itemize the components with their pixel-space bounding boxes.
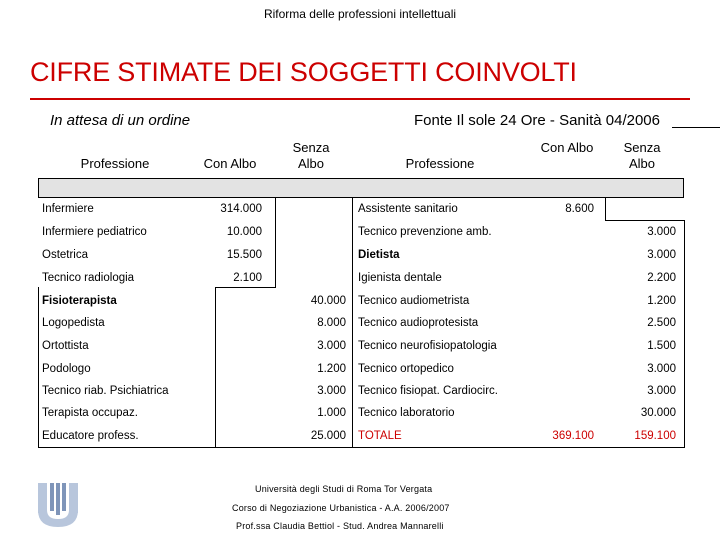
grid-line xyxy=(215,287,216,448)
grid-line xyxy=(684,220,685,448)
cell-professione-left: Podologo xyxy=(42,363,91,375)
cell-senza-albo-right: 2.200 xyxy=(647,272,676,284)
header-senza-albo-left: Senza Albo xyxy=(292,140,330,171)
cell-con-albo-right: 8.600 xyxy=(565,203,594,215)
cell-senza-albo-left: 25.000 xyxy=(310,430,346,442)
cell-senza-albo-right: 159.100 xyxy=(634,430,676,442)
table-header-band xyxy=(38,179,684,197)
cell-professione-right: Tecnico laboratorio xyxy=(358,407,455,419)
cell-professione-left: Infermiere xyxy=(42,203,94,215)
header-con-albo-right: Con Albo xyxy=(540,140,594,155)
cell-con-albo-right: 369.100 xyxy=(552,430,594,442)
cell-professione-right: Dietista xyxy=(358,249,400,261)
grid-line xyxy=(683,178,684,198)
source-underline xyxy=(672,127,720,128)
grid-line xyxy=(605,197,606,220)
cell-senza-albo-right: 30.000 xyxy=(640,407,676,419)
header-professione-right: Professione xyxy=(405,156,475,171)
header-con-albo-left: Con Albo xyxy=(203,156,257,171)
cell-professione-right: Tecnico audiometrista xyxy=(358,295,470,307)
title-underline xyxy=(30,98,690,100)
footer-authors: Prof.ssa Claudia Bettiol - Stud. Andrea Mannarelli xyxy=(236,521,444,531)
subtitle-left: In attesa di un ordine xyxy=(50,112,191,129)
cell-professione-left: Educatore profess. xyxy=(42,430,139,442)
cell-professione-left: Fisioterapista xyxy=(42,295,117,307)
grid-line xyxy=(605,220,685,221)
cell-professione-left: Tecnico radiologia xyxy=(42,272,135,284)
cell-senza-albo-left: 40.000 xyxy=(310,295,346,307)
cell-professione-left: Infermiere pediatrico xyxy=(42,226,147,238)
grid-line xyxy=(38,447,685,448)
header-senza-albo-right: Senza Albo xyxy=(623,140,661,171)
grid-line xyxy=(38,178,684,179)
slide-header: Riforma delle professioni intellettuali xyxy=(263,7,457,21)
cell-professione-right: TOTALE xyxy=(358,430,402,442)
grid-line xyxy=(275,197,276,288)
grid-line xyxy=(38,178,39,198)
university-logo xyxy=(36,480,80,530)
cell-con-albo-left: 10.000 xyxy=(226,226,262,238)
cell-professione-right: Tecnico prevenzione amb. xyxy=(358,226,492,238)
cell-senza-albo-left: 8.000 xyxy=(317,317,346,329)
header-professione-left: Professione xyxy=(80,156,150,171)
cell-senza-albo-left: 3.000 xyxy=(317,340,346,352)
footer-university: Università degli Studi di Roma Tor Vergata xyxy=(255,484,433,494)
slide-title: CIFRE STIMATE DEI SOGGETTI COINVOLTI xyxy=(30,57,577,87)
cell-senza-albo-right: 1.500 xyxy=(647,340,676,352)
cell-con-albo-left: 15.500 xyxy=(226,249,262,261)
cell-con-albo-left: 2.100 xyxy=(233,272,262,284)
cell-senza-albo-right: 1.200 xyxy=(647,295,676,307)
grid-line xyxy=(215,287,276,288)
cell-senza-albo-right: 3.000 xyxy=(647,363,676,375)
cell-senza-albo-right: 3.000 xyxy=(647,385,676,397)
cell-professione-right: Tecnico ortopedico xyxy=(358,363,454,375)
grid-line xyxy=(38,287,39,448)
cell-professione-right: Tecnico neurofisiopatologia xyxy=(358,340,497,352)
cell-professione-right: Assistente sanitario xyxy=(358,203,458,215)
cell-senza-albo-right: 3.000 xyxy=(647,226,676,238)
cell-con-albo-left: 314.000 xyxy=(220,203,262,215)
cell-professione-left: Terapista occupaz. xyxy=(42,407,138,419)
source-note: Fonte Il sole 24 Ore - Sanità 04/2006 xyxy=(414,112,660,129)
cell-professione-right: Tecnico audioprotesista xyxy=(358,317,479,329)
cell-professione-right: Tecnico fisiopat. Cardiocirc. xyxy=(358,385,498,397)
cell-senza-albo-left: 1.200 xyxy=(317,363,346,375)
cell-senza-albo-right: 3.000 xyxy=(647,249,676,261)
cell-professione-right: Igienista dentale xyxy=(358,272,442,284)
cell-professione-left: Tecnico riab. Psichiatrica xyxy=(42,385,169,397)
cell-senza-albo-left: 1.000 xyxy=(317,407,346,419)
cell-professione-left: Logopedista xyxy=(42,317,105,329)
cell-professione-left: Ostetrica xyxy=(42,249,89,261)
grid-line xyxy=(352,197,353,448)
grid-line xyxy=(38,197,684,198)
footer-course: Corso di Negoziazione Urbanistica - A.A. 2006/2007 xyxy=(232,503,450,513)
cell-professione-left: Ortottista xyxy=(42,340,89,352)
cell-senza-albo-right: 2.500 xyxy=(647,317,676,329)
cell-senza-albo-left: 3.000 xyxy=(317,385,346,397)
